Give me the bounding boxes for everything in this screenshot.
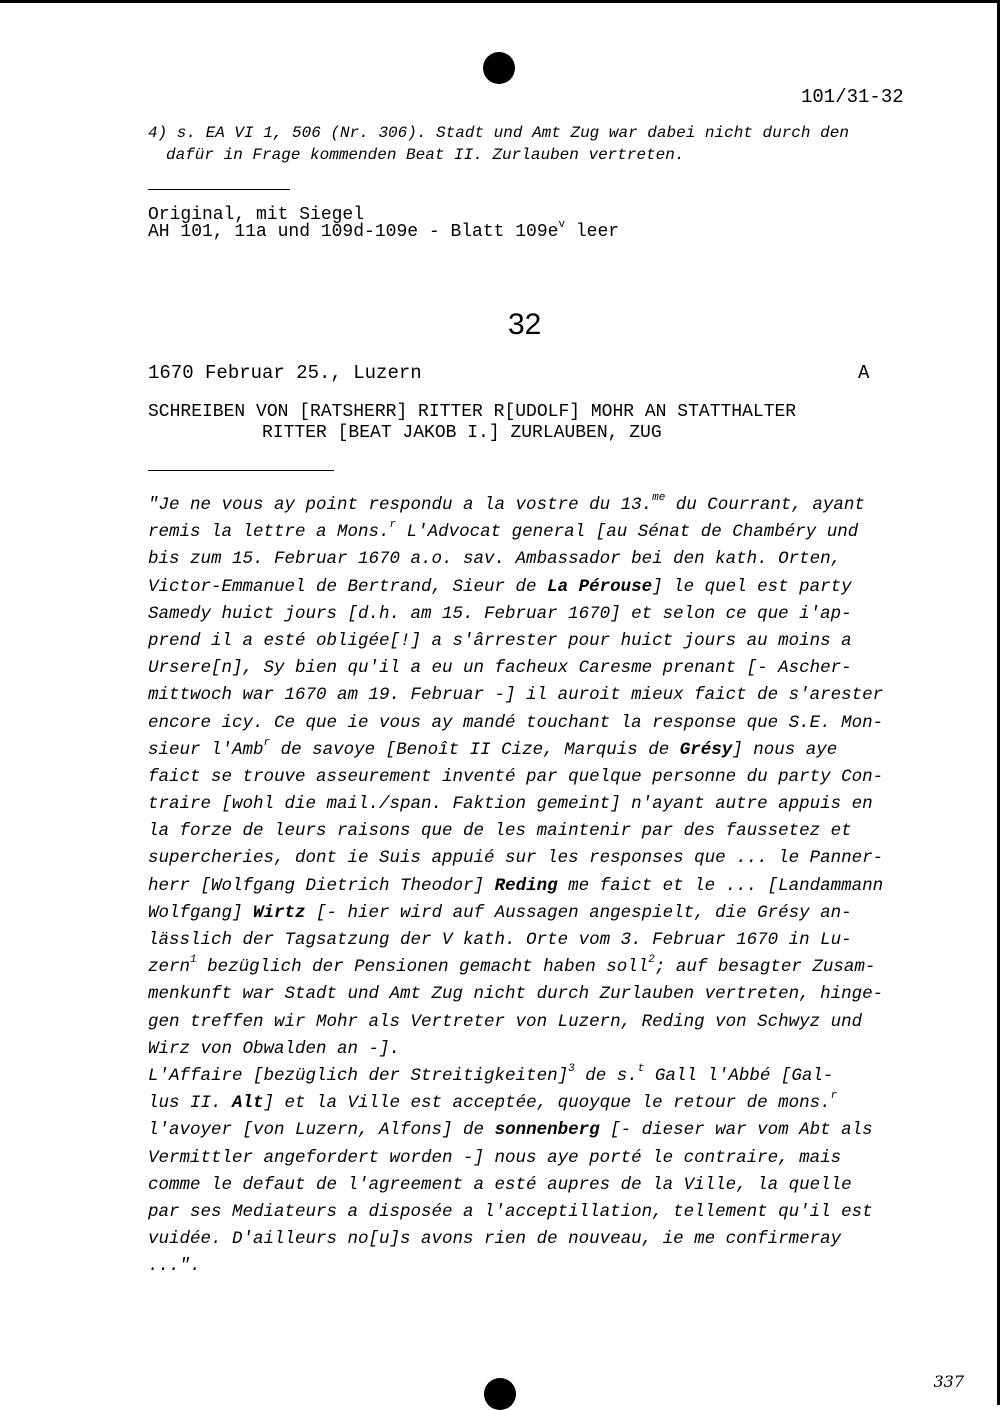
body-line: lässlich der Tagsatzung der V kath. Orte vom 3. Februar 1670 in Lu- <box>148 930 852 950</box>
date-place: 1670 Februar 25., Luzern <box>148 362 422 384</box>
text: ; auf besagter Zusam- <box>654 957 876 978</box>
text: L'Affaire [bezüglich der Streitigkeiten] <box>148 1065 569 1086</box>
body-line: par ses Mediateurs a disposée a l'acceptillation, tellement qu'il est <box>148 1201 873 1222</box>
document-heading-line-2: RITTER [BEAT JAKOB I.] ZURLAUBEN, ZUG <box>262 423 662 443</box>
separator-rule-1 <box>148 189 290 190</box>
body-line: faict se trouve asseurement inventé par quelque personne du party Con- <box>148 766 884 787</box>
text: de savoye [Benoît II Cize, Marquis de <box>270 739 680 760</box>
bold-name: sonnenberg <box>494 1120 600 1141</box>
punch-hole-top <box>483 52 515 84</box>
text: Gall l'Abbé [Gal- <box>644 1065 834 1086</box>
source-line-2-end: leer <box>565 222 620 242</box>
document-number: 32 <box>508 308 542 341</box>
text: herr [Wolfgang Dietrich Theodor] <box>148 875 495 896</box>
body-line: traire [wohl die mail./span. Faktion gemeint] n'ayant autre appuis en <box>148 794 873 815</box>
bold-name: Wirtz <box>253 902 306 923</box>
document-type: A <box>858 362 870 384</box>
superscript: r <box>830 1090 838 1103</box>
text: lus II. <box>148 1093 233 1114</box>
text: de s. <box>574 1065 638 1086</box>
body-line: prend il a esté obligée[!] a s'ârrester pour huict jours au moins a <box>148 630 852 651</box>
text: Wolfgang] <box>148 902 254 923</box>
bold-name: Alt <box>232 1093 264 1114</box>
body-line: supercheries, dont ie Suis appuié sur les responses que ... le Panner- <box>148 848 884 869</box>
source-line-2-text: AH 101, 11a und 109d-109e - Blatt 109e <box>148 222 559 242</box>
body-line <box>148 737 908 764</box>
superscript: me <box>652 492 666 504</box>
body-line: la forze de leurs raisons que de les maintenir par des faussetez et <box>148 821 852 842</box>
superscript: r <box>263 736 271 749</box>
source-line-2 <box>148 219 620 242</box>
body-line <box>148 1063 908 1090</box>
body-line: vuidée. D'ailleurs no[u]s avons rien de nouveau, ie me confirmeray <box>148 1229 842 1250</box>
bold-name: Grésy <box>679 739 733 760</box>
body-line: menkunft war Stadt und Amt Zug nicht durch Zurlauben vertreten, hinge- <box>148 984 884 1005</box>
footnote-marker: 2 <box>648 954 655 967</box>
handwritten-page-number: 337 <box>933 1372 964 1391</box>
text: [- hier wird auf Aussagen angespielt, die Grésy an- <box>305 902 852 923</box>
footnote-line-2: dafür in Frage kommenden Beat II. Zurlauben vertreten. <box>166 146 685 164</box>
body-line <box>148 492 908 519</box>
body-line <box>148 574 908 601</box>
bold-name: Reding <box>494 875 558 896</box>
body-line <box>148 900 908 927</box>
body-line: Samedy huict jours [d.h. am 15. Februar 1670] et selon ce que i'ap- <box>148 603 852 624</box>
text: Victor-Emmanuel de Bertrand, Sieur de <box>148 576 548 597</box>
text: ] le quel est party <box>652 576 852 597</box>
body-line: encore icy. Ce que ie vous ay mandé touchant la response que S.E. Mon- <box>148 712 884 733</box>
text: bezüglich der Pensionen gemacht haben soll <box>196 957 649 978</box>
text: [- dieser war vom Abt als <box>599 1120 873 1141</box>
superscript: r <box>389 519 397 532</box>
footnote-marker: 3 <box>568 1062 575 1075</box>
body-line: ...". <box>148 1256 201 1277</box>
body-line: Wirz von Obwalden an -]. <box>148 1038 401 1059</box>
body-line <box>148 1117 908 1144</box>
source-line-1: Original, mit Siegel <box>148 205 365 225</box>
footnote-marker: 1 <box>190 954 197 967</box>
letter-body <box>148 492 908 1280</box>
footnote-line-1: 4) s. EA VI 1, 506 (Nr. 306). Stadt und Amt Zug war dabei nicht durch den <box>148 124 849 142</box>
document-heading-line-1: SCHREIBEN VON [RATSHERR] RITTER R[UDOLF] MOHR AN STATTHALTER <box>148 402 797 422</box>
body-line: Ursere[n], Sy bien qu'il a eu un facheux Caresme prenant [- Ascher- <box>148 658 852 679</box>
body-line <box>148 1090 908 1117</box>
page-reference: 101/31-32 <box>801 86 904 108</box>
source-superscript: v <box>558 219 566 231</box>
scan-border-top <box>0 0 1000 3</box>
body-line: mittwoch war 1670 am 19. Februar -] il auroit mieux faict de s'arester <box>148 685 884 706</box>
text: remis la lettre a Mons. <box>148 522 390 543</box>
bold-name: La Pérouse <box>547 576 653 597</box>
body-line: gen treffen wir Mohr als Vertreter von Luzern, Reding von Schwyz und <box>148 1011 863 1032</box>
text: l'avoyer [von Luzern, Alfons] de <box>148 1120 495 1141</box>
text: ] et la Ville est acceptée, quoyque le retour de mons. <box>263 1093 831 1114</box>
text: ] nous aye <box>732 739 838 760</box>
text: du Courrant, ayant <box>665 495 865 515</box>
body-line: comme le defaut de l'agreement a esté aupres de la Ville, la quelle <box>148 1174 852 1195</box>
separator-rule-2 <box>148 470 334 471</box>
text: L'Advocat general [au Sénat de Chambéry und <box>396 522 859 543</box>
text: sieur l'Amb <box>148 739 264 760</box>
text: me faict et le ... [Landammann <box>557 875 884 896</box>
body-line: Vermittler angefordert worden -] nous aye porté le contraire, mais <box>148 1147 842 1168</box>
body-line <box>148 954 908 981</box>
body-line: bis zum 15. Februar 1670 a.o. sav. Ambassador bei den kath. Orten, <box>148 549 842 570</box>
punch-hole-bottom <box>484 1378 516 1410</box>
text: "Je ne vous ay point respondu a la vostre du 13. <box>148 495 653 515</box>
text: zern <box>148 957 191 978</box>
body-line <box>148 873 908 900</box>
body-line <box>148 519 908 546</box>
superscript: t <box>637 1062 645 1075</box>
